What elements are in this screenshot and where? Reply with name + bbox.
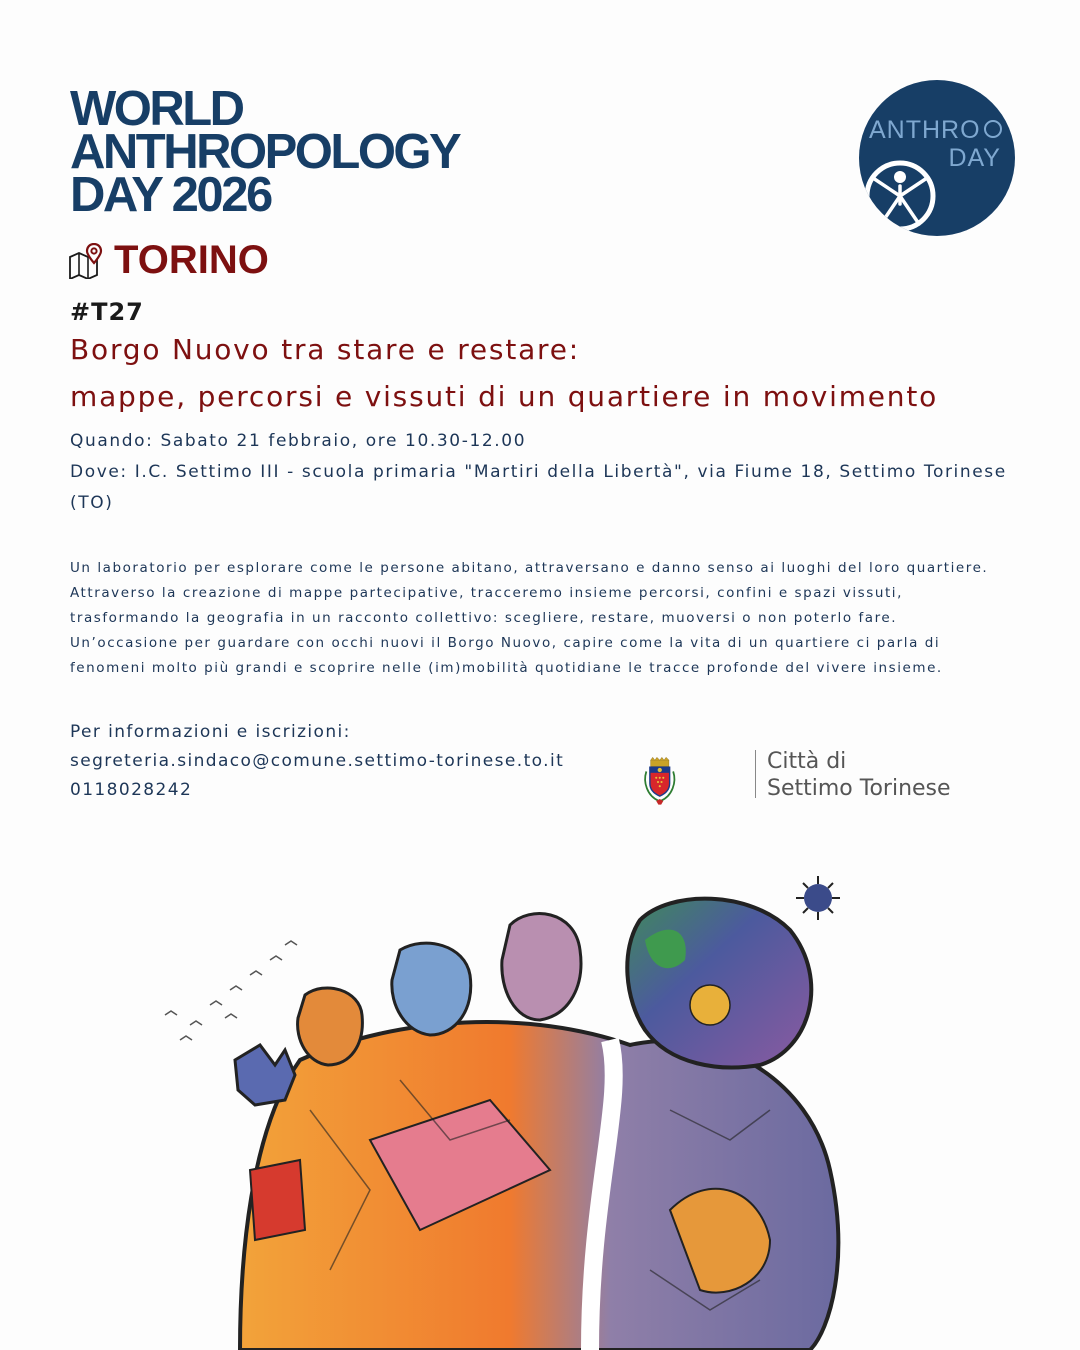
contact-phone-link[interactable]: 0118028242 — [70, 780, 193, 800]
event-description: Un laboratorio per esplorare come le persone abitano, attraversano e danno senso ai luoghi del loro quartiere. Attraverso la creazione di mappe partecipative, tracceremo insieme percorsi, confini e spazi vissuti, trasformando la geografia in un racconto collettivo: scegliere, restare, muoversi o non poterlo fare. Un’occasione per guardare con occhi nuovi il Borgo Nuovo, capire come la vita di un quartiere ci parla di fenomeni molto più grandi e scoprire nelle (im)mobilità quotidiane le tracce profonde del vivere insieme. — [70, 559, 989, 676]
event-main-title — [70, 82, 460, 222]
contact-label: Per informazioni e iscrizioni: — [70, 722, 351, 742]
event-details — [70, 426, 1030, 519]
birds-icon — [165, 941, 297, 1040]
event-title-line-1: Borgo Nuovo tra stare e restare: — [70, 333, 581, 366]
logo-text-anthro: ANTHRO — [869, 116, 981, 144]
title-line-1: WORLD — [70, 82, 243, 136]
city-name: TORINO — [114, 238, 269, 282]
anthro-day-logo — [859, 80, 1015, 236]
title-line-3: DAY 2026 — [70, 168, 271, 222]
virus-icon — [796, 876, 840, 920]
map-pin-icon — [68, 243, 104, 279]
contact-block — [70, 718, 564, 805]
city-heading — [68, 238, 269, 283]
event-code: #T27 — [70, 298, 144, 326]
municipality-line-1: Città di — [767, 749, 847, 774]
municipality-name — [767, 748, 951, 802]
municipality-divider — [755, 750, 756, 798]
contact-email-link[interactable]: segreteria.sindaco@comune.settimo-torinese.to.it — [70, 751, 565, 771]
event-title-line-2: mappe, percorsi e vissuti di un quartiere in movimento — [70, 380, 939, 413]
event-when: Quando: Sabato 21 febbraio, ore 10.30-12.00 — [70, 431, 527, 451]
wheel-figure-icon — [859, 80, 1015, 236]
event-where: Dove: I.C. Settimo III - scuola primaria "Martiri della Libertà", via Fiume 18, Settimo Torinese (TO) — [70, 462, 1007, 513]
title-line-2: ANTHROPOLOGY — [70, 125, 460, 179]
municipality-line-2: Settimo Torinese — [767, 776, 951, 801]
footprint-illustration — [70, 810, 1010, 1350]
logo-text-day: DAY — [948, 144, 1001, 172]
